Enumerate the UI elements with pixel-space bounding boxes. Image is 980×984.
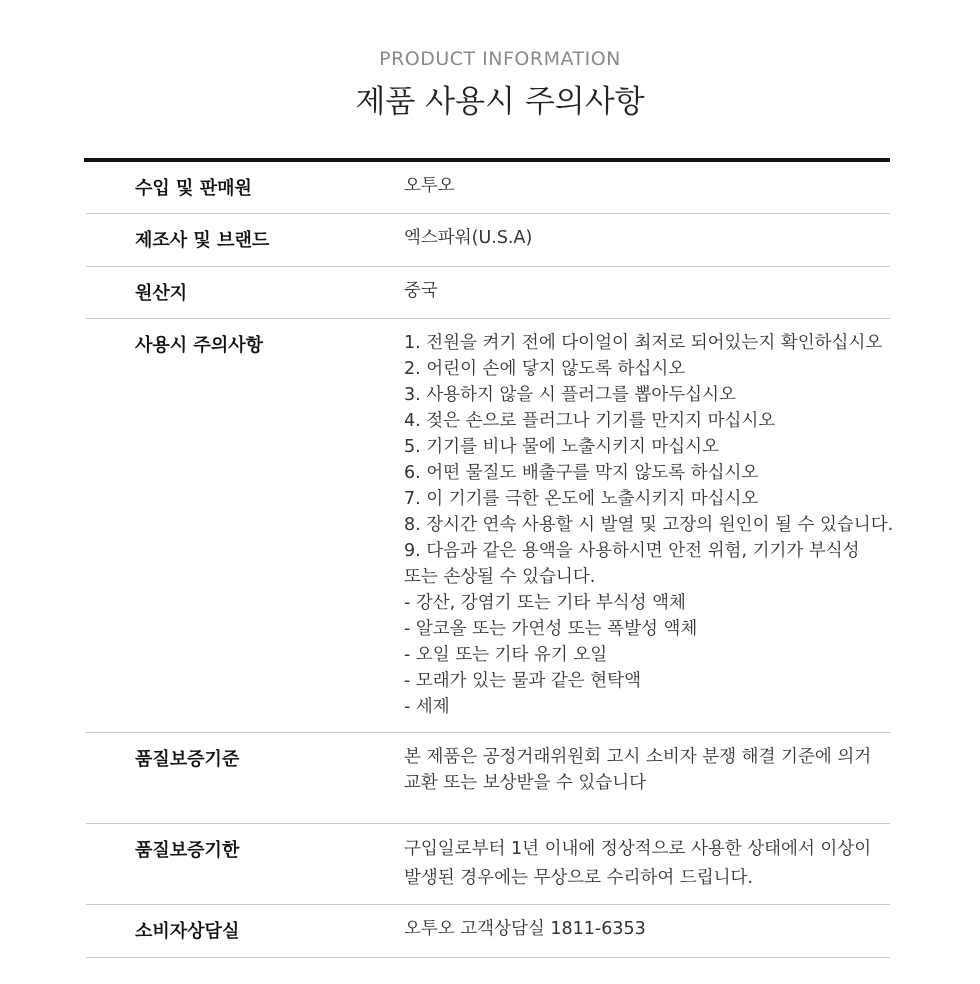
row-value [404, 744, 871, 796]
value-line: 엑스파워(U.S.A) [404, 228, 533, 248]
value-line: 교환 또는 보상받을 수 있습니다 [404, 773, 647, 793]
value-line: 3. 사용하지 않을 시 플러그를 뽑아두십시오 [404, 385, 736, 405]
row-label: 수입 및 판매원 [135, 178, 252, 199]
value-line: 중국 [404, 281, 438, 301]
row-warranty-period [86, 824, 890, 905]
row-manufacturer [86, 214, 890, 267]
value-line: 7. 이 기기를 극한 온도에 노출시키지 마십시오 [404, 489, 759, 509]
row-label: 제조사 및 브랜드 [135, 230, 270, 251]
value-line: - 강산, 강염기 또는 기타 부식성 액체 [404, 593, 686, 613]
row-label: 품질보증기준 [135, 749, 240, 770]
page-subtitle: PRODUCT INFORMATION [379, 48, 621, 70]
value-line: - 알코올 또는 가연성 또는 폭발성 액체 [404, 619, 698, 639]
value-line: - 모래가 있는 물과 같은 현탁액 [404, 671, 641, 691]
value-line: 5. 기기를 비나 물에 노출시키지 마십시오 [404, 437, 719, 457]
value-line: 오투오 고객상담실 1811-6353 [404, 919, 646, 939]
row-importer [86, 162, 890, 214]
value-line: - 세제 [404, 697, 450, 717]
value-line: 본 제품은 공정거래위원회 고시 소비자 분쟁 해결 기준에 의거 [404, 747, 872, 767]
value-line: 4. 젖은 손으로 플러그나 기기를 만지지 마십시오 [404, 411, 776, 431]
value-line: 6. 어떤 물질도 배출구를 막지 않도록 하십시오 [404, 463, 759, 483]
row-label: 품질보증기한 [135, 840, 240, 861]
product-info-table [84, 158, 894, 958]
value-line: - 오일 또는 기타 유기 오일 [404, 645, 608, 665]
row-label: 사용시 주의사항 [135, 335, 263, 356]
row-customer-service [86, 905, 890, 958]
value-line: 발생된 경우에는 무상으로 수리하여 드립니다. [404, 868, 754, 888]
page-header [0, 44, 980, 123]
page-title: 제품 사용시 주의사항 [355, 84, 645, 120]
value-line: 구입일로부터 1년 이내에 정상적으로 사용한 상태에서 이상이 [404, 839, 872, 859]
value-line: 8. 장시간 연속 사용할 시 발열 및 고장의 원인이 될 수 있습니다. [404, 515, 894, 535]
value-line: 오투오 [404, 176, 455, 196]
row-quality-standard [86, 733, 890, 824]
value-line: 1. 전원을 켜기 전에 다이얼이 최저로 되어있는지 확인하십시오 [404, 333, 883, 353]
row-value [404, 278, 438, 304]
row-precautions [86, 319, 894, 733]
value-line: 2. 어린이 손에 닿지 않도록 하십시오 [404, 359, 686, 379]
row-value [404, 916, 646, 942]
value-line: 9. 다음과 같은 용액을 사용하시면 안전 위험, 기기가 부식성 [404, 541, 860, 561]
row-label: 소비자상담실 [135, 921, 240, 942]
row-value [404, 835, 871, 893]
row-value [404, 330, 893, 720]
row-value [404, 173, 455, 199]
row-label: 원산지 [135, 283, 188, 304]
row-origin [86, 267, 890, 319]
row-value [404, 225, 532, 251]
value-line: 또는 손상될 수 있습니다. [404, 567, 596, 587]
